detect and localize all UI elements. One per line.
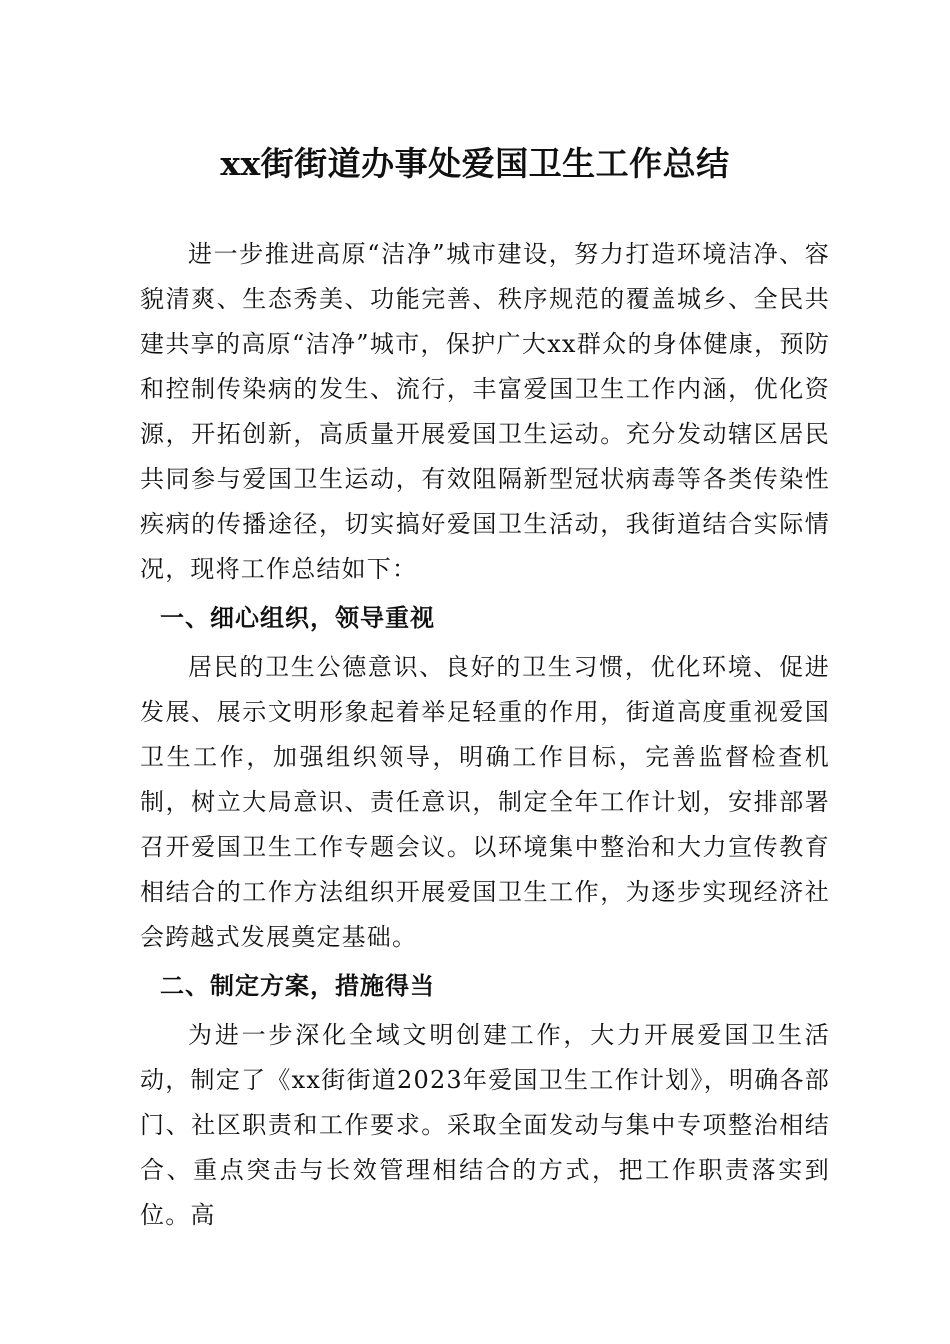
section-1-paragraph: 居民的卫生公德意识、良好的卫生习惯，优化环境、促进发展、展示文明形象起着举足轻重的作用，街道高度重视爱国卫生工作，加强组织领导，明确工作目标，完善监督检查机制，树立大局意识、责任意识，制定全年工作计划，安排部署召开爱国卫生工作专题会议。以环境集中整治和大力宣传教育相结合的工作方法组织开展爱国卫生工作，为逐步实现经济社会跨越式发展奠定基础。 (140, 653, 830, 951)
document-body (140, 232, 830, 1238)
section-2-paragraph: 为进一步深化全域文明创建工作，大力开展爱国卫生活动，制定了《xx街街道2023年爱国卫生工作计划》，明确各部门、社区职责和工作要求。采取全面发动与集中专项整治相结合、重点突击与长效管理相结合的方式，把工作职责落实到位。高 (140, 1021, 830, 1229)
section-2-heading: 二、制定方案，措施得当 (160, 972, 435, 1000)
document-title: xx街街道办事处爱国卫生工作总结 (220, 144, 730, 183)
intro-paragraph: 进一步推进高原“洁净”城市建设，努力打造环境洁净、容貌清爽、生态秀美、功能完善、秩序规范的覆盖城乡、全民共建共享的高原“洁净”城市，保护广大xx群众的身体健康，预防和控制传染病的发生、流行，丰富爱国卫生工作内涵，优化资源，开拓创新，高质量开展爱国卫生运动。充分发动辖区居民共同参与爱国卫生运动，有效阻隔新型冠状病毒等各类传染性疾病的传播途径，切实搞好爱国卫生活动，我街道结合实际情况，现将工作总结如下： (140, 240, 830, 583)
section-1-heading: 一、细心组织，领导重视 (160, 604, 435, 632)
